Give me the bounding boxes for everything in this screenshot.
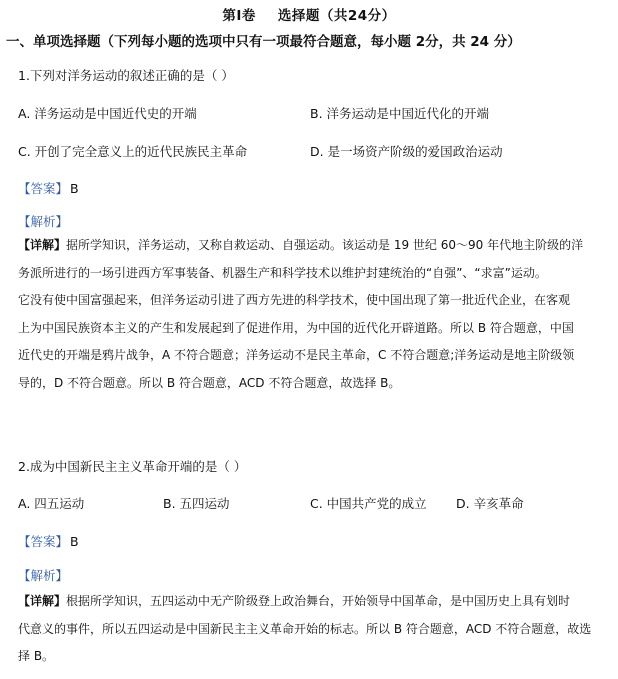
question-2-analysis-heading: 【解析】 [18, 568, 69, 583]
question-1-detail [18, 232, 604, 397]
detail-label: 【详解】 [18, 594, 67, 608]
detail-line: 务派所进行的一场引进西方军事装备、机器生产和科学技术以维护封建统治的“自强”、“求富”运动。 [18, 265, 547, 280]
question-2-option-a: A. 四五运动 [18, 496, 85, 511]
question-1-option-b: B. 洋务运动是中国近代化的开端 [310, 106, 490, 121]
question-2-option-b: B. 五四运动 [163, 496, 230, 511]
detail-line: 导的，D 不符合题意。所以 B 符合题意，ACD 不符合题意，故选择 B。 [18, 375, 401, 390]
detail-line: 近代史的开端是鸦片战争，A 不符合题意；洋务运动不是民主革命，C 不符合题意;洋务运动是地主阶级领 [18, 348, 575, 362]
detail-line: 上为中国民族资本主义的产生和发展起到了促进作用，为中国的近代化开辟道路。所以 B 符合题意，中国 [18, 320, 574, 335]
detail-line: 据所学知识，洋务运动，又称自救运动、自强运动。该运动是 19 世纪 60～90 年代地主阶级的洋 [66, 238, 584, 252]
section-heading: 一、单项选择题（下列每小题的选项中只有一项最符合题意，每小题 2分，共 24 分） [6, 34, 521, 50]
question-1-option-c: C. 开创了完全意义上的近代民族民主革命 [18, 144, 248, 159]
detail-line: 它没有使中国富强起来，但洋务运动引进了西方先进的科学技术，使中国出现了第一批近代企业，在客观 [18, 293, 571, 307]
detail-line: 择 B。 [18, 649, 55, 663]
volume-part: 第Ⅰ卷 [222, 8, 256, 24]
answer-value: B [70, 181, 79, 196]
question-1-analysis-heading: 【解析】 [18, 214, 69, 229]
question-1-stem: 1.下列对洋务运动的叙述正确的是（ ） [18, 68, 234, 83]
answer-label: 答案 [30, 181, 56, 196]
question-1-option-d: D. 是一场资产阶级的爱国政治运动 [310, 144, 503, 159]
volume-name: 选择题（共24分） [277, 8, 396, 24]
question-2-stem: 2.成为中国新民主主义革命开端的是（ ） [18, 459, 247, 474]
question-2-detail [18, 588, 604, 671]
question-1-option-a: A. 洋务运动是中国近代史的开端 [18, 106, 197, 121]
answer-label: 答案 [30, 534, 56, 549]
detail-line: 根据所学知识，五四运动中无产阶级登上政治舞台，开始领导中国革命，是中国历史上具有划时 [66, 594, 571, 608]
question-2-answer: 【答案】 B [18, 534, 79, 549]
detail-line: 代意义的事件，所以五四运动是中国新民主主义革命开始的标志。所以 B 符合题意，ACD 不符合题意，故选 [18, 621, 592, 636]
question-1-answer: 【答案】 B [18, 181, 79, 196]
question-2-option-d: D. 辛亥革命 [456, 496, 524, 511]
question-2-option-c: C. 中国共产党的成立 [310, 496, 427, 511]
answer-value: B [70, 534, 79, 549]
volume-title [0, 4, 618, 24]
detail-label: 【详解】 [18, 238, 67, 252]
analysis-label: 解析 [30, 568, 56, 583]
analysis-label: 解析 [30, 214, 56, 229]
